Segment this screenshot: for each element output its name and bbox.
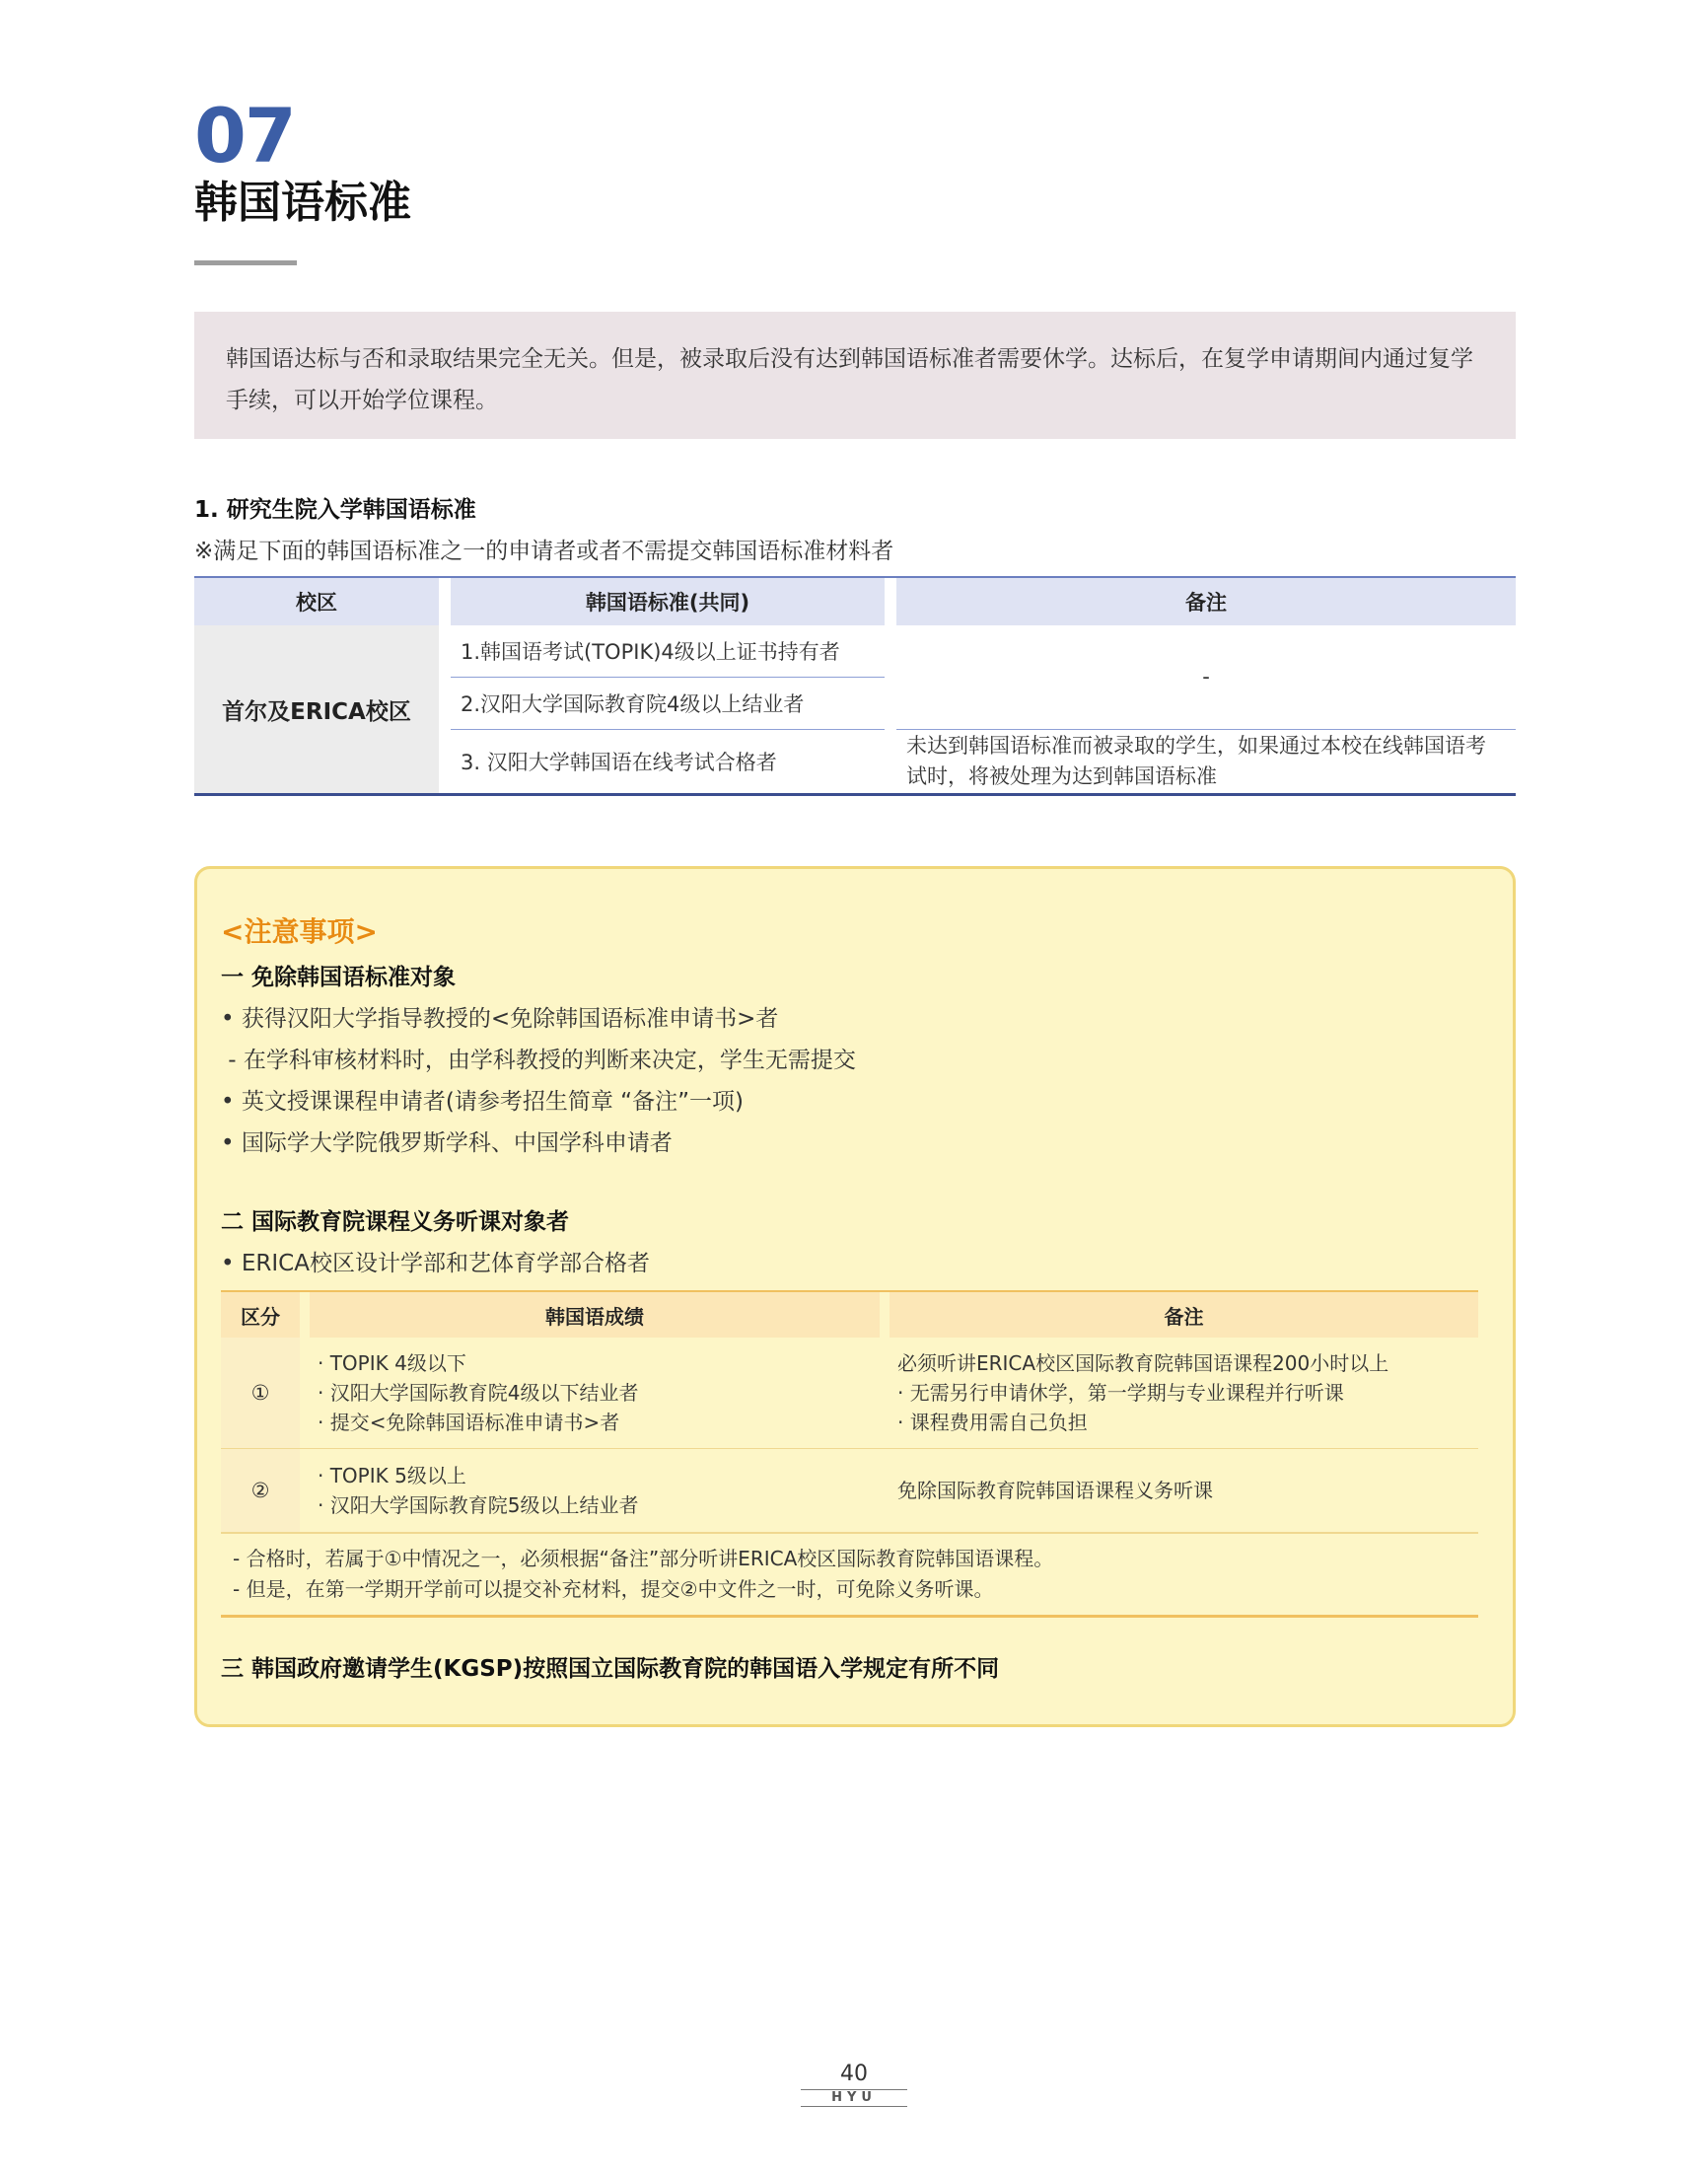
header-standard: 韩国语标准(共同) (451, 578, 885, 625)
table-header-row (221, 1292, 1478, 1338)
caution-s1-item: • 英文授课课程申请者(请参考招生简章 “备注”一项) (221, 1089, 744, 1115)
caution-s1-item: - 在学科审核材料时，由学科教授的判断来决定，学生无需提交 (221, 1048, 856, 1073)
header-note: 备注 (890, 1292, 1478, 1338)
footer-brand: HYU (801, 2089, 907, 2107)
table-row (194, 625, 1516, 678)
mandatory-course-table (221, 1290, 1478, 1618)
caution-title: <注意事项> (221, 915, 378, 948)
table-row (221, 1449, 1478, 1532)
table-footnote-row (221, 1532, 1478, 1615)
header-kind: 区分 (221, 1292, 300, 1338)
caution-s1-item: • 国际学大学院俄罗斯学科、中国学科申请者 (221, 1130, 673, 1156)
caution-s2-item: • ERICA校区设计学部和艺体育学部合格者 (221, 1251, 650, 1276)
score-cell: · TOPIK 5级以上 · 汉阳大学国际教育院5级以上结业者 (318, 1464, 639, 1517)
note-cell: - (896, 625, 1516, 730)
header-score: 韩国语成绩 (310, 1292, 880, 1338)
caution-s2-heading: 二 国际教育院课程义务听课对象者 (221, 1209, 570, 1235)
standard-cell: 1.韩国语考试(TOPIK)4级以上证书持有者 (451, 625, 885, 678)
kind-cell: ① (221, 1338, 300, 1449)
header-note: 备注 (896, 578, 1516, 625)
section-title: 韩国语标准 (194, 178, 411, 228)
part1-heading: 1. 研究生院入学韩国语标准 (194, 497, 476, 523)
table-row (221, 1338, 1478, 1449)
footnotes: - 合格时，若属于①中情况之一，必须根据“备注”部分听讲ERICA校区国际教育院韩国语课程。 - 但是，在第一学期开学前可以提交补充材料，提交②中文件之一时，可免除义务听课。 (221, 1532, 1478, 1615)
note-cell: 未达到韩国语标准而被录取的学生，如果通过本校在线韩国语考试时，将被处理为达到韩国语标准 (906, 734, 1486, 788)
standard-cell: 3. 汉阳大学韩国语在线考试合格者 (461, 751, 777, 774)
note-cell: 必须听讲ERICA校区国际教育院韩国语课程200小时以上 · 无需另行申请休学，第一学期与专业课程并行听课 · 课程费用需自己负担 (890, 1338, 1478, 1449)
caution-s1-heading: 一 免除韩国语标准对象 (221, 965, 457, 990)
header-campus: 校区 (194, 578, 439, 625)
page-number: 40 (840, 2062, 868, 2086)
korean-standard-table (194, 576, 1516, 796)
score-cell: · TOPIK 4级以下 · 汉阳大学国际教育院4级以下结业者 · 提交<免除韩国语标准申请书>者 (310, 1338, 880, 1449)
caution-s3-heading: 三 韩国政府邀请学生(KGSP)按照国立国际教育院的韩国语入学规定有所不同 (221, 1656, 1000, 1682)
section-number: 07 (194, 92, 295, 180)
campus-cell: 首尔及ERICA校区 (194, 625, 439, 793)
standard-cell: 2.汉阳大学国际教育院4级以上结业者 (451, 678, 885, 730)
kind-cell: ② (221, 1449, 300, 1532)
part1-note: ※满足下面的韩国语标准之一的申请者或者不需提交韩国语标准材料者 (194, 539, 894, 564)
intro-box: 韩国语达标与否和录取结果完全无关。但是，被录取后没有达到韩国语标准者需要休学。达标后，在复学申请期间内通过复学手续，可以开始学位课程。 (194, 312, 1516, 439)
caution-s1-item: • 获得汉阳大学指导教授的<免除韩国语标准申请书>者 (221, 1006, 779, 1032)
title-underline (194, 260, 297, 265)
table-header-row (194, 578, 1516, 625)
note-cell: 免除国际教育院韩国语课程义务听课 (897, 1479, 1213, 1502)
